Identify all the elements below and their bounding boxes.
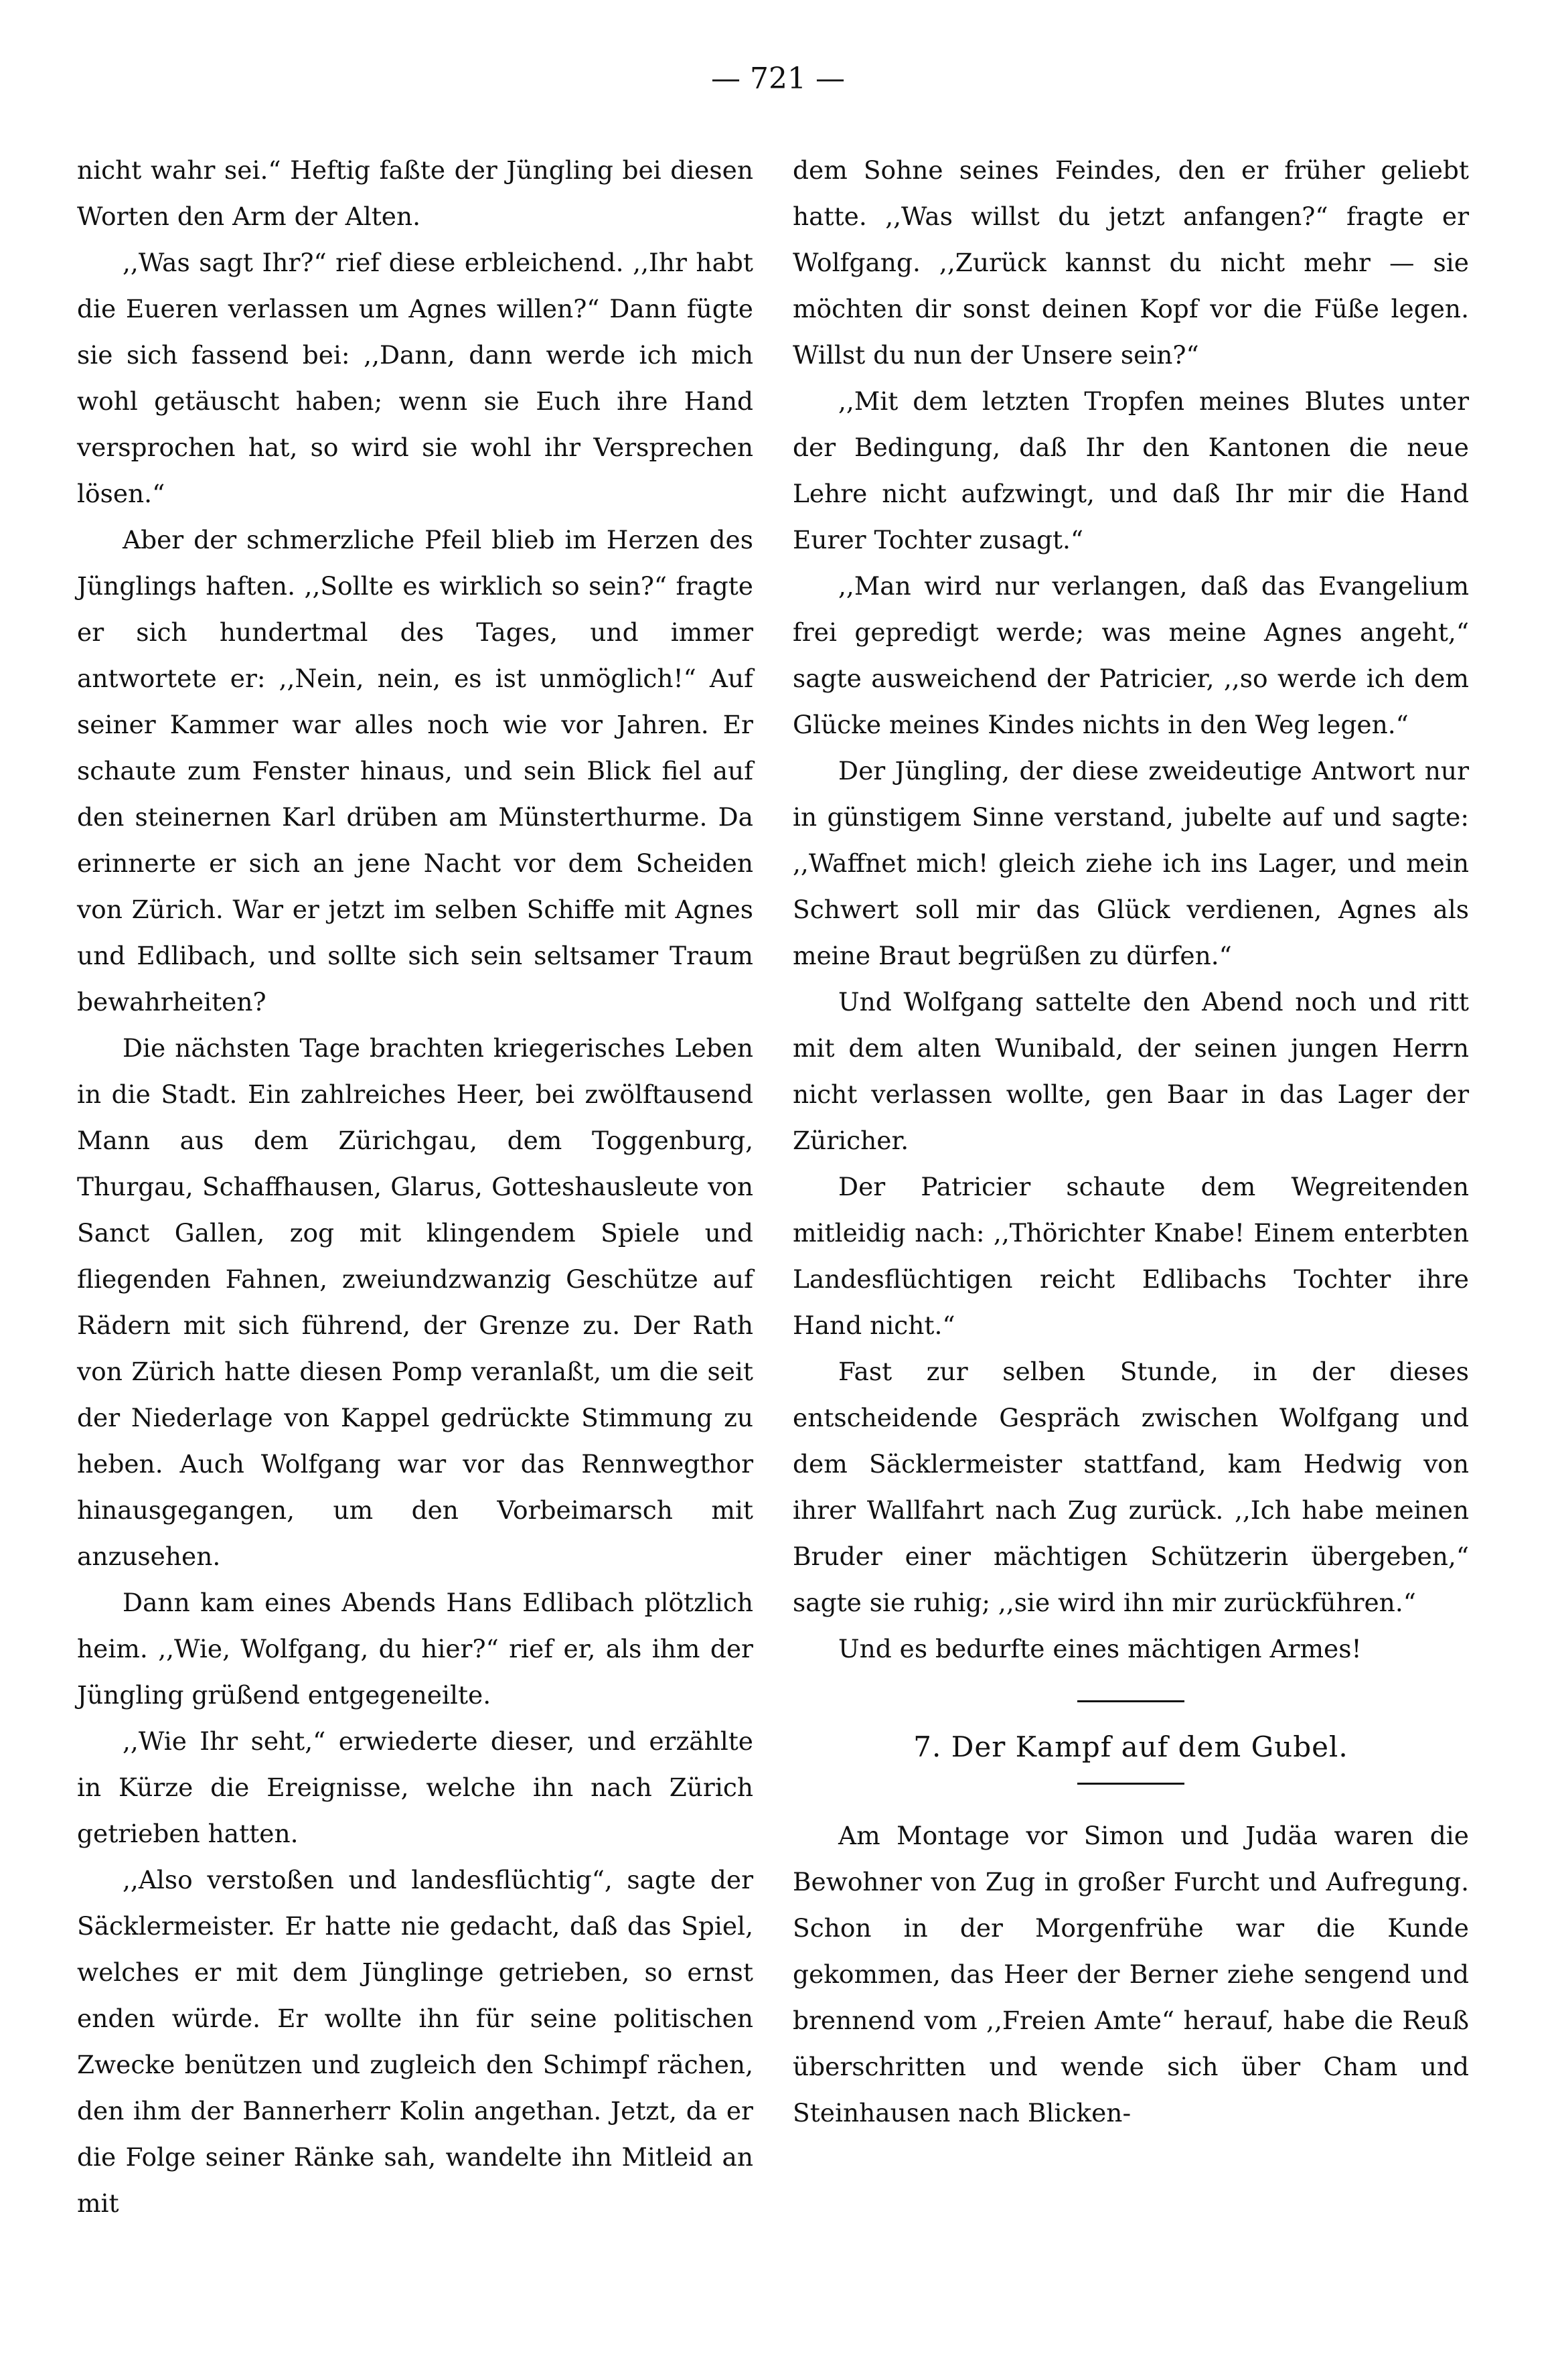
paragraph: ,,Was sagt Ihr?“ rief diese erbleichend. ,,Ihr habt die Eueren verlassen um Agnes willen?“ Dann fügte sie sich fassend bei: ,,Dann, dann werde ich mich wohl getäuscht haben; wenn sie Euch ihre Hand versprochen hat, so wird sie wohl ihr Versprechen lösen.“ bbox=[77, 248, 753, 508]
heading-rule-top bbox=[1077, 1700, 1184, 1702]
paragraph: Der Patricier schaute dem Wegreitenden mitleidig nach: ,,Thörichter Knabe! Einem enterbten Landesflüchtigen reicht Edlibachs Tochter ihre Hand nicht.“ bbox=[793, 1172, 1469, 1340]
paragraph: nicht wahr sei.“ Heftig faßte der Jüngling bei diesen Worten den Arm der Alten. bbox=[77, 155, 753, 231]
paragraph: Dann kam eines Abends Hans Edlibach plötzlich heim. ,,Wie, Wolfgang, du hier?“ rief er, als ihm der Jüngling grüßend entgegeneilte. bbox=[77, 1588, 753, 1710]
paragraph: Am Montage vor Simon und Judäa waren die Bewohner von Zug in großer Furcht und Aufregung. Schon in der Morgenfrühe war die Kunde gekommen, das Heer der Berner ziehe sengend und brennend vom ,,Freien Amte“ herauf, habe die Reuß überschritten und wende sich über Cham und Steinhausen nach Blicken- bbox=[793, 1821, 1469, 2128]
paragraph: ,,Man wird nur verlangen, daß das Evangelium frei gepredigt werde; was meine Agnes angeht,“ sagte ausweichend der Patricier, ,,so werde ich dem Glücke meines Kindes nichts in den Weg legen.“ bbox=[793, 571, 1469, 739]
paragraph: Aber der schmerzliche Pfeil blieb im Herzen des Jünglings haften. ,,Sollte es wirklich so sein?“ fragte er sich hundertmal des Tages, und immer antwortete er: ,,Nein, nein, es ist unmöglich!“ Auf seiner Kammer war alles noch wie vor Jahren. Er schaute zum Fenster hinaus, und sein Blick fiel auf den steinernen Karl drüben am Münsterthurme. Da erinnerte er sich an jene Nacht vor dem Scheiden von Zürich. War er jetzt im selben Schiffe mit Agnes und Edlibach, und sollte sich sein seltsamer Traum bewahrheiten? bbox=[77, 525, 753, 1017]
paragraph: Und es bedurfte eines mächtigen Armes! bbox=[838, 1634, 1362, 1663]
paragraph: ,,Mit dem letzten Tropfen meines Blutes unter der Bedingung, daß Ihr den Kantonen die neue Lehre nicht aufzwingt, und daß Ihr mir die Hand Eurer Tochter zusagt.“ bbox=[793, 386, 1469, 554]
paragraph: Und Wolfgang sattelte den Abend noch und ritt mit dem alten Wunibald, der seinen jungen Herrn nicht verlassen wollte, gen Baar in das Lager der Züricher. bbox=[793, 987, 1469, 1155]
paragraph: ,,Wie Ihr seht,“ erwiederte dieser, und erzählte in Kürze die Ereignisse, welche ihn nach Zürich getrieben hatten. bbox=[77, 1726, 753, 1848]
paragraph: dem Sohne seines Feindes, den er früher geliebt hatte. ,,Was willst du jetzt anfangen?“ fragte er Wolfgang. ,,Zurück kannst du nicht mehr — sie möchten dir sonst deinen Kopf vor die Füße legen. Willst du nun der Unsere sein?“ bbox=[793, 155, 1469, 370]
section-heading: 7. Der Kampf auf dem Gubel. bbox=[913, 1730, 1348, 1763]
paragraph: Der Jüngling, der diese zweideutige Antwort nur in günstigem Sinne verstand, jubelte auf und sagte: ,,Waffnet mich! gleich ziehe ich ins Lager, und mein Schwert soll mir das Glück verdienen, Agnes als meine Braut begrüßen zu dürfen.“ bbox=[793, 756, 1469, 970]
right-column-continuation bbox=[793, 1813, 1469, 2136]
paragraph: ,,Also verstoßen und landesflüchtig“, sagte der Säcklermeister. Er hatte nie gedacht, daß das Spiel, welches er mit dem Jünglinge getrieben, so ernst enden würde. Er wollte ihn für seine politischen Zwecke benützen und zugleich den Schimpf rächen, den ihm der Bannerherr Kolin angethan. Jetzt, da er die Folge seiner Ränke sah, wandelte ihn Mitleid an mit bbox=[77, 1865, 753, 2218]
left-column bbox=[77, 147, 753, 2227]
right-column-text bbox=[793, 147, 1469, 1672]
paragraph: Die nächsten Tage brachten kriegerisches Leben in die Stadt. Ein zahlreiches Heer, bei zwölftausend Mann aus dem Zürichgau, dem Toggenburg, Thurgau, Schaffhausen, Glarus, Gotteshausleute von Sanct Gallen, zog mit klingendem Spiele und fliegenden Fahnen, zweiundzwanzig Geschütze auf Rädern mit sich führend, der Grenze zu. Der Rath von Zürich hatte diesen Pomp veranlaßt, um die seit der Niederlage von Kappel gedrückte Stimmung zu heben. Auch Wolfgang war vor das Rennwegthor hinausgegangen, um den Vorbeimarsch mit anzusehen. bbox=[77, 1033, 753, 1571]
heading-rule-bottom bbox=[1077, 1783, 1184, 1785]
page-number: — 721 — bbox=[711, 62, 845, 96]
right-column bbox=[793, 147, 1469, 2136]
paragraph: Fast zur selben Stunde, in der dieses entscheidende Gespräch zwischen Wolfgang und dem Säcklermeister stattfand, kam Hedwig von ihrer Wallfahrt nach Zug zurück. ,,Ich habe meinen Bruder einer mächtigen Schützerin übergeben,“ sagte sie ruhig; ,,sie wird ihn mir zurückführen.“ bbox=[793, 1357, 1469, 1617]
